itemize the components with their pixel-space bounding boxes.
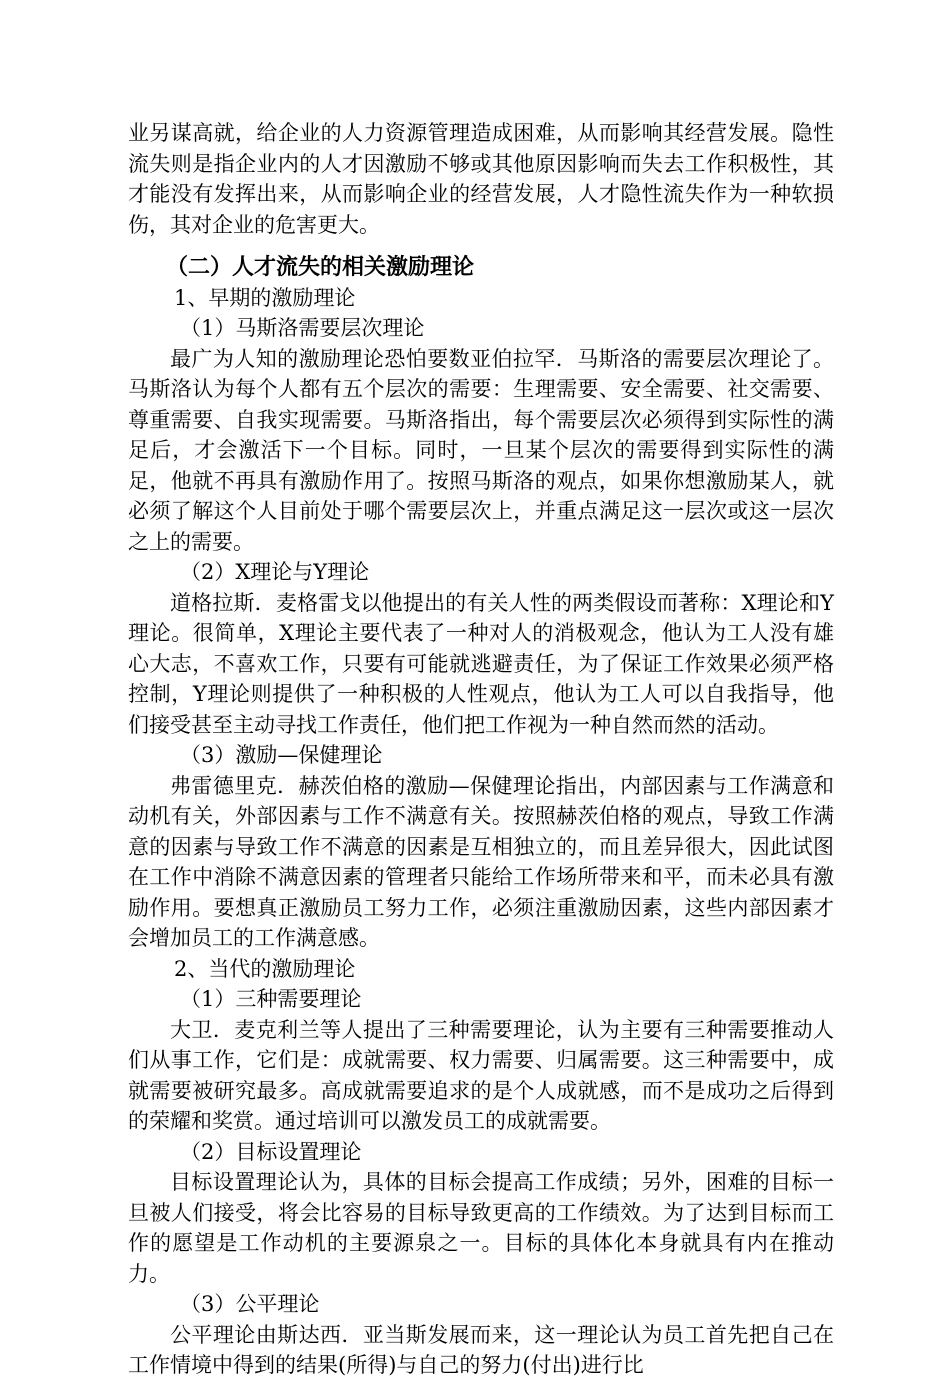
document-page [128, 118, 834, 1381]
subsection-heading: 2、当代的激励理论 [174, 956, 356, 981]
theory-heading: （2）目标设置理论 [180, 1139, 362, 1164]
theory-heading: （1）三种需要理论 [180, 987, 362, 1011]
body-paragraph: 弗雷德里克．赫茨伯格的激励—保健理论指出，内部因素与工作满意和动机有关，外部因素与工作不满意有关。按照赫茨伯格的观点，导致工作满意的因素与导致工作不满意的因素是互相独立的，而且差异很大，因此试图在工作中消除不满意因素的管理者只能给工作场所带来和平，而未必具有激励作用。要想真正激励员工努力工作，必须注重激励因素，这些内部因素才会增加员工的工作满意感。 [128, 773, 834, 950]
body-paragraph: 道格拉斯．麦格雷戈以他提出的有关人性的两类假设而著称：X理论和Y理论。很简单，X理论主要代表了一种对人的消极观念，他认为工人没有雄心大志，不喜欢工作，只要有可能就逃避责任，为了保证工作效果必须严格控制，Y理论则提供了一种积极的人性观点，他认为工人可以自我指导，他们接受甚至主动寻找工作责任，他们把工作视为一种自然而然的活动。 [128, 590, 834, 737]
theory-heading: （2）X理论与Y理论 [180, 560, 370, 584]
body-paragraph: 业另谋高就，给企业的人力资源管理造成困难，从而影响其经营发展。隐性流失则是指企业内的人才因激励不够或其他原因影响而失去工作积极性，其才能没有发挥出来，从而影响企业的经营发展，人才隐性流失作为一种软损伤，其对企业的危害更大。 [128, 121, 834, 237]
body-paragraph: 大卫．麦克利兰等人提出了三种需要理论，认为主要有三种需要推动人们从事工作，它们是：成就需要、权力需要、归属需要。这三种需要中，成就需要被研究最多。高成就需要追求的是个人成就感，而不是成功之后得到的荣耀和奖赏。通过培训可以激发员工的成就需要。 [128, 1017, 834, 1133]
theory-heading: （1）马斯洛需要层次理论 [180, 316, 425, 340]
body-paragraph: 最广为人知的激励理论恐怕要数亚伯拉罕．马斯洛的需要层次理论了。马斯洛认为每个人都有五个层次的需要：生理需要、安全需要、社交需要、尊重需要、自我实现需要。马斯洛指出，每个需要层次必须得到实际性的满足后，才会激活下一个目标。同时，一旦某个层次的需要得到实际性的满足，他就不再具有激励作用了。按照马斯洛的观点，如果你想激励某人，就必须了解这个人目前处于哪个需要层次上，并重点满足这一层次或这一层次之上的需要。 [128, 346, 834, 554]
body-paragraph: 目标设置理论认为，具体的目标会提高工作成绩；另外，困难的目标一旦被人们接受，将会比容易的目标导致更高的工作绩效。为了达到目标而工作的愿望是工作动机的主要源泉之一。目标的具体化本身就具有内在推动力。 [128, 1170, 834, 1286]
body-paragraph: 公平理论由斯达西．亚当斯发展而来，这一理论认为员工首先把自己在工作情境中得到的结果(所得)与自己的努力(付出)进行比 [128, 1322, 834, 1377]
subsection-heading: 1、早期的激励理论 [174, 285, 356, 310]
theory-heading: （3）激励—保健理论 [180, 743, 383, 767]
theory-heading: （3）公平理论 [180, 1292, 320, 1316]
section-heading: （二）人才流失的相关激励理论 [166, 254, 475, 280]
